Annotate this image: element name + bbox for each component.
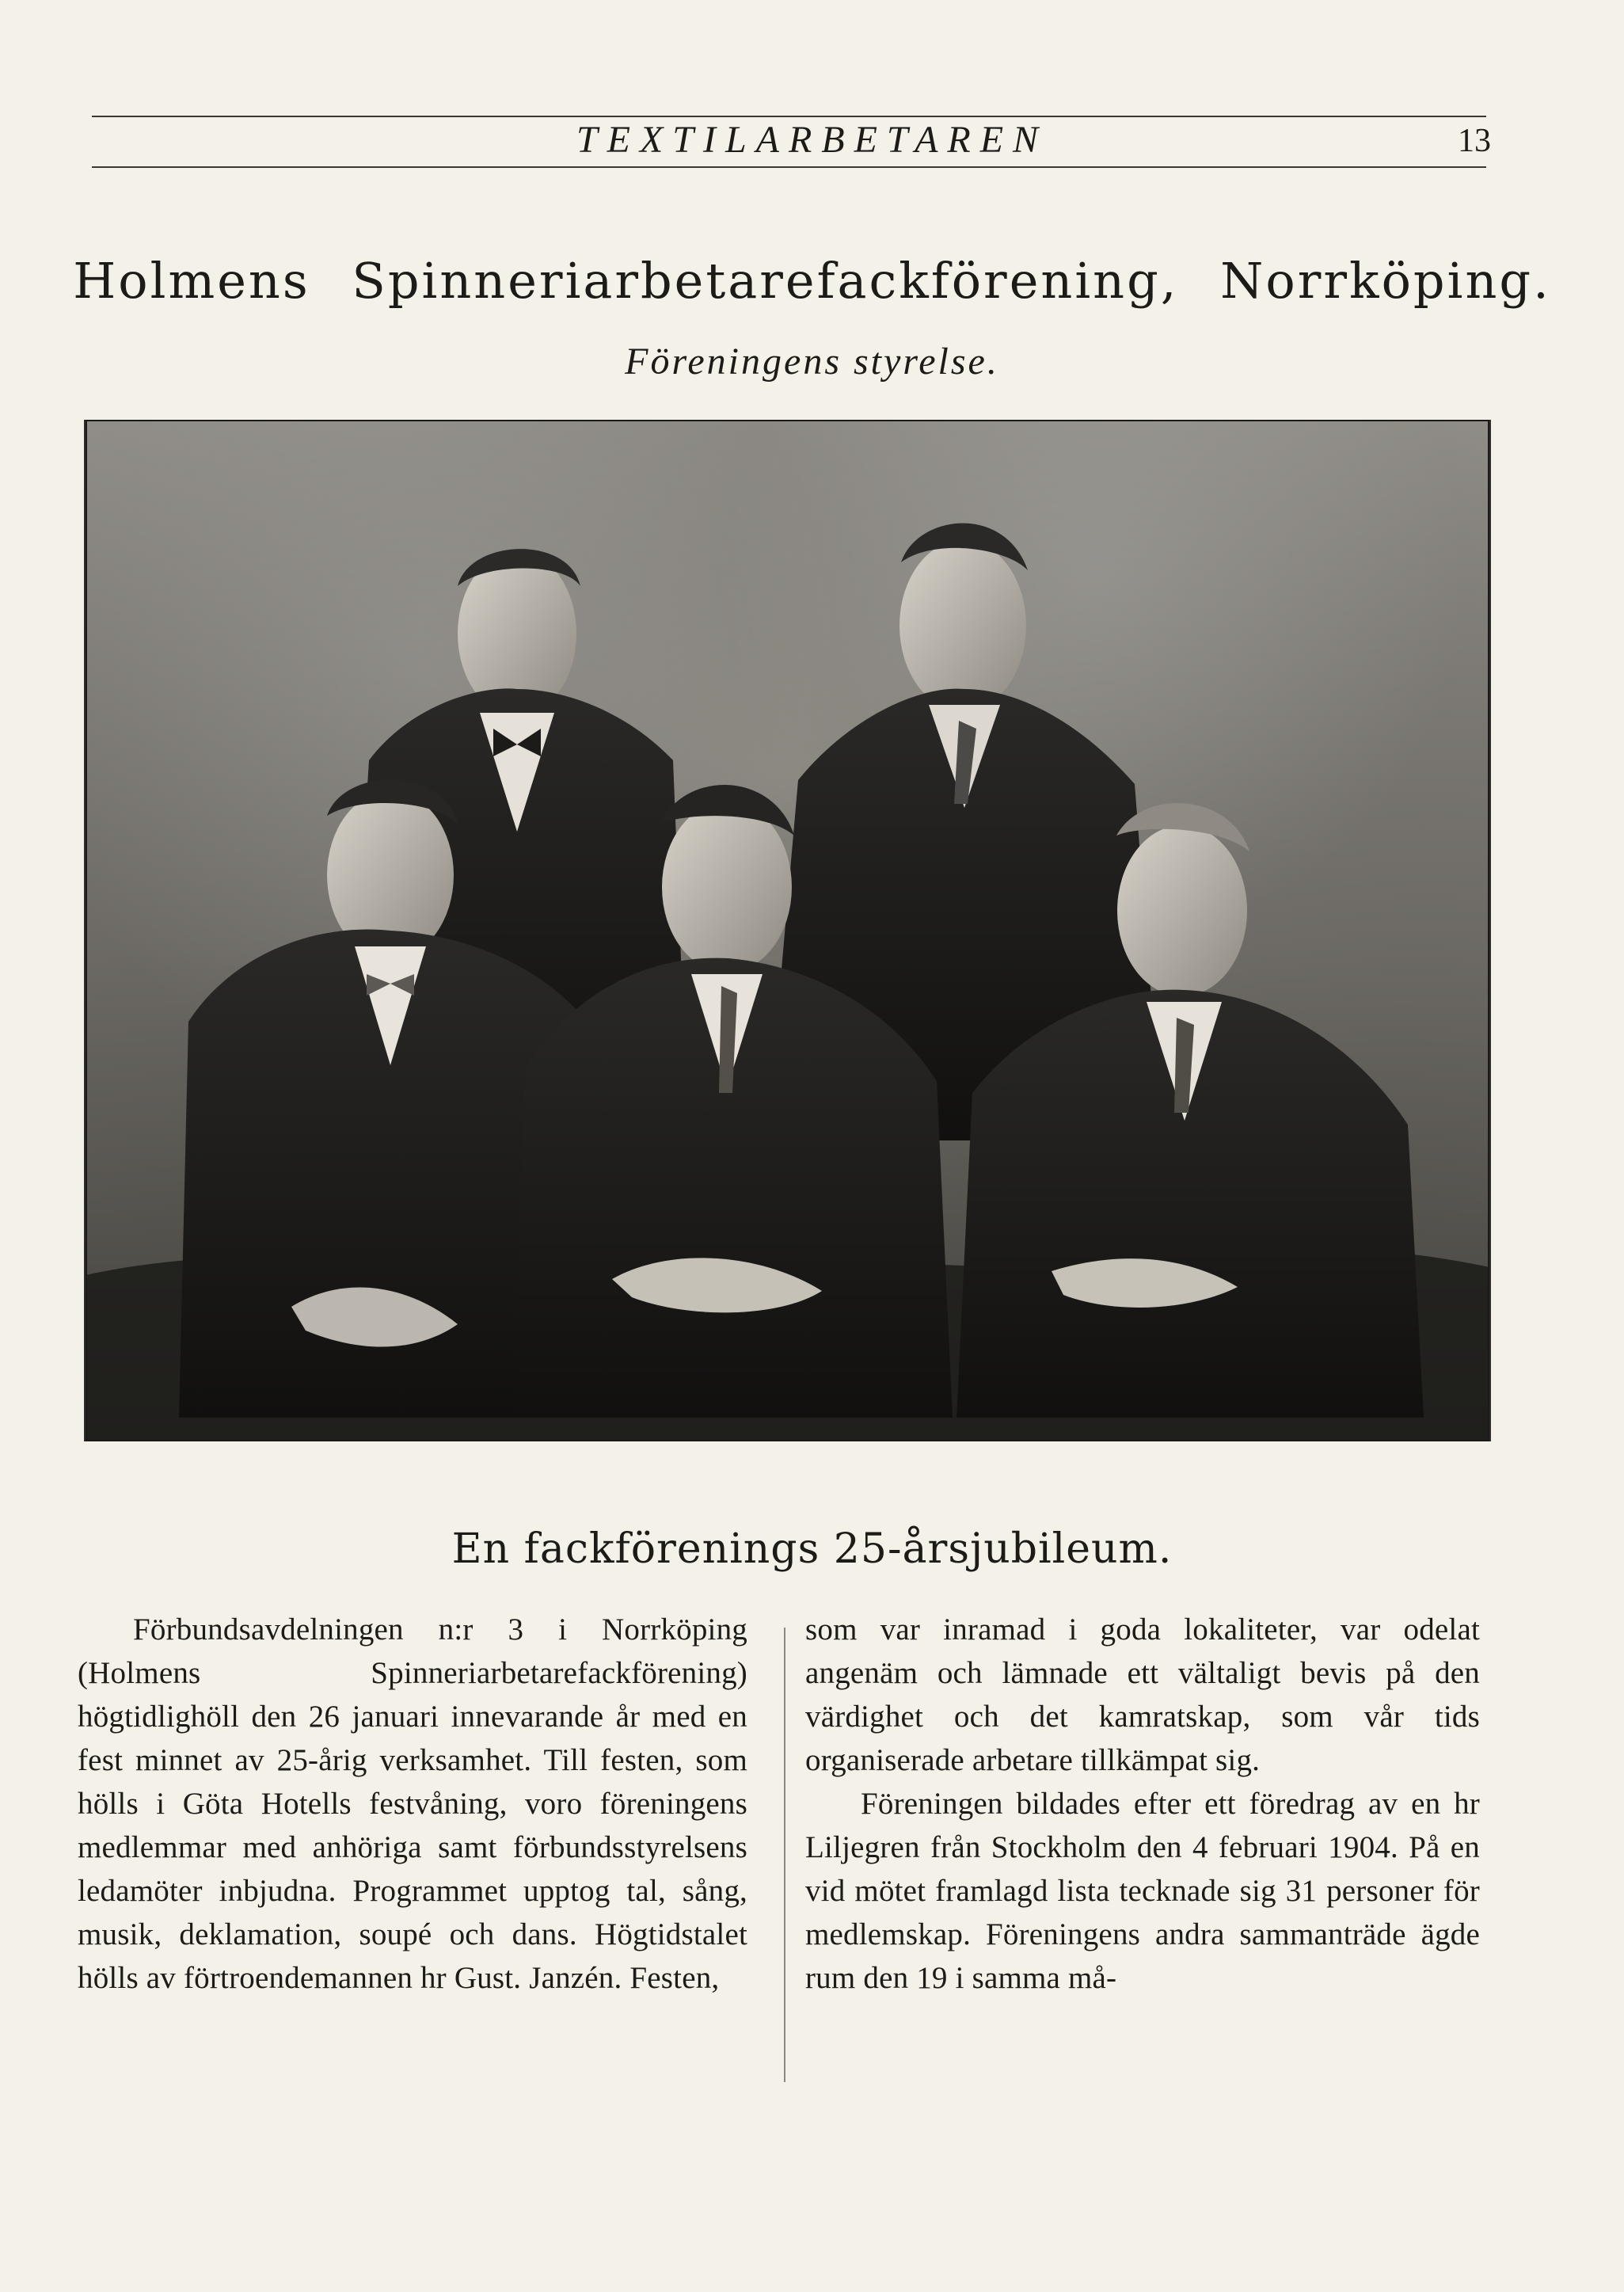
article-paragraph-right-1: som var inramad i goda lokaliteter, var odelat angenäm och lämnade ett vältaligt bevis på den värdighet och det kamratskap, som vår tids organiserade arbetare tillkämpat sig. <box>805 1612 1480 1777</box>
column-divider <box>784 1628 785 2082</box>
article-title: Holmens Spinneriarbetarefackförening, Norrköping. <box>73 252 1551 310</box>
article-subtitle: Föreningens styrelse. <box>625 341 999 383</box>
article-section-heading: En fackförenings 25-årsjubileum. <box>451 1525 1173 1573</box>
article-paragraph-right-2: Föreningen bildades efter ett föredrag av en hr Liljegren från Stockholm den 4 februari 1904. På en vid mötet framlagd lista tecknade sig 31 personer för medlemskap. Föreningens andra sammanträde ägde rum den 19 i samma må- <box>805 1787 1480 1995</box>
article-paragraph-left-1: Förbundsavdelningen n:r 3 i Norrköping (Holmens Spinneriarbetarefackförening) högtidlighöll den 26 januari innevarande år med en fest minnet av 25-årig verksamhet. Till festen, som hölls i Göta Hotells festvåning, voro föreningens medlemmar med anhöriga samt förbundsstyrelsens ledamöter inbjudna. Programmet upptog tal, sång, musik, deklamation, soupé och dans. Högtidstalet hölls av förtroendemannen hr Gust. Janzén. Festen, <box>78 1612 747 1995</box>
header-top-rule <box>92 116 1486 117</box>
article-left-column <box>78 1608 747 2000</box>
journal-title: TEXTILARBETAREN <box>576 119 1048 161</box>
page-number: 13 <box>1458 123 1491 159</box>
group-portrait-photo <box>84 420 1491 1441</box>
article-right-column <box>805 1608 1480 2000</box>
header-bottom-rule <box>92 166 1486 168</box>
